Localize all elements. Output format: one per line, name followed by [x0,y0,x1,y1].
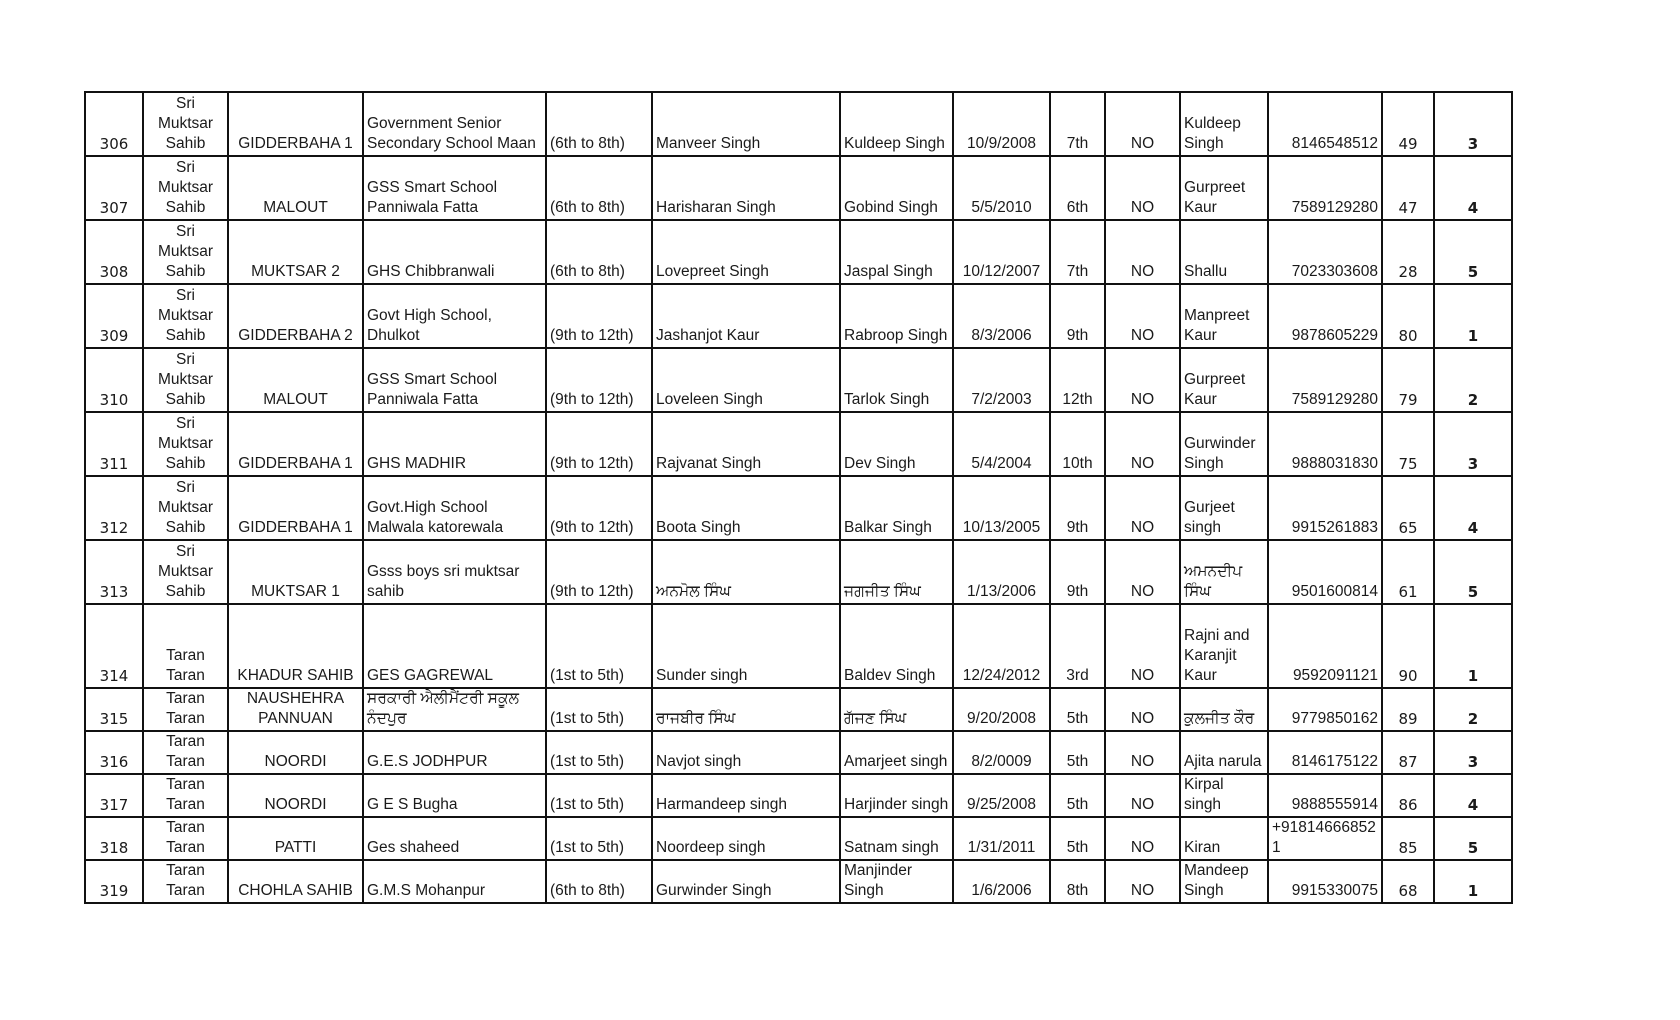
flag-cell: NO [1105,92,1180,156]
class-cell: 12th [1050,348,1105,412]
student-cell: Lovepreet Singh [652,220,840,284]
student-cell: Rajvanat Singh [652,412,840,476]
class-cell: 3rd [1050,604,1105,688]
district-cell: Taran Taran [143,604,228,688]
rank-cell: 1 [1434,860,1512,903]
table-row [85,774,1512,817]
group-cell: (6th to 8th) [546,92,652,156]
school-cell: Government Senior Secondary School Maan [363,92,546,156]
table-row [85,688,1512,731]
rank-cell: 2 [1434,348,1512,412]
block-cell: GIDDERBAHA 1 [228,92,363,156]
flag-cell: NO [1105,156,1180,220]
marks-cell: 89 [1382,688,1434,731]
block-cell: PATTI [228,817,363,860]
flag-cell: NO [1105,476,1180,540]
serial-cell: 317 [85,774,143,817]
school-cell: Ges shaheed [363,817,546,860]
phone-cell: 9888555914 [1268,774,1382,817]
district-cell: Taran Taran [143,860,228,903]
flag-cell: NO [1105,604,1180,688]
father-cell: Amarjeet singh [840,731,953,774]
class-cell: 10th [1050,412,1105,476]
student-cell: ਅਨਮੋਲ ਸਿੰਘ [652,540,840,604]
serial-cell: 309 [85,284,143,348]
rank-cell: 5 [1434,540,1512,604]
marks-cell: 47 [1382,156,1434,220]
school-cell: Govt High School, Dhulkot [363,284,546,348]
serial-cell: 307 [85,156,143,220]
flag-cell: NO [1105,688,1180,731]
mother-cell: Gurpreet Kaur [1180,348,1268,412]
marks-cell: 87 [1382,731,1434,774]
marks-cell: 28 [1382,220,1434,284]
dob-cell: 9/20/2008 [953,688,1050,731]
dob-cell: 8/3/2006 [953,284,1050,348]
marks-cell: 79 [1382,348,1434,412]
marks-cell: 68 [1382,860,1434,903]
dob-cell: 10/13/2005 [953,476,1050,540]
phone-cell: 9501600814 [1268,540,1382,604]
school-cell: G E S Bugha [363,774,546,817]
dob-cell: 10/12/2007 [953,220,1050,284]
father-cell: Harjinder singh [840,774,953,817]
serial-cell: 314 [85,604,143,688]
mother-cell: Ajita narula [1180,731,1268,774]
block-cell: MALOUT [228,156,363,220]
group-cell: (1st to 5th) [546,731,652,774]
table-row [85,476,1512,540]
rank-cell: 5 [1434,220,1512,284]
mother-cell: Kirpal singh [1180,774,1268,817]
father-cell: Baldev Singh [840,604,953,688]
phone-cell: 9915330075 [1268,860,1382,903]
district-cell: Taran Taran [143,688,228,731]
school-cell: Govt.High School Malwala katorewala [363,476,546,540]
flag-cell: NO [1105,284,1180,348]
student-cell: Gurwinder Singh [652,860,840,903]
mother-cell: Shallu [1180,220,1268,284]
mother-cell: Mandeep Singh [1180,860,1268,903]
block-cell: NOORDI [228,774,363,817]
father-cell: Balkar Singh [840,476,953,540]
group-cell: (9th to 12th) [546,412,652,476]
mother-cell: Gurwinder Singh [1180,412,1268,476]
mother-cell: Kiran [1180,817,1268,860]
block-cell: CHOHLA SAHIB [228,860,363,903]
rank-cell: 3 [1434,92,1512,156]
group-cell: (1st to 5th) [546,774,652,817]
phone-cell: 9779850162 [1268,688,1382,731]
class-cell: 6th [1050,156,1105,220]
father-cell: Tarlok Singh [840,348,953,412]
father-cell: Jaspal Singh [840,220,953,284]
rank-cell: 1 [1434,284,1512,348]
serial-cell: 312 [85,476,143,540]
flag-cell: NO [1105,860,1180,903]
marks-cell: 49 [1382,92,1434,156]
table-row [85,220,1512,284]
student-cell: ਰਾਜਬੀਰ ਸਿੰਘ [652,688,840,731]
group-cell: (9th to 12th) [546,348,652,412]
district-cell: Sri Muktsar Sahib [143,284,228,348]
school-cell: G.E.S JODHPUR [363,731,546,774]
district-cell: Taran Taran [143,774,228,817]
table-row [85,348,1512,412]
group-cell: (6th to 8th) [546,860,652,903]
class-cell: 7th [1050,92,1105,156]
class-cell: 5th [1050,731,1105,774]
mother-cell: ਅਮਨਦੀਪ ਸਿੰਘ [1180,540,1268,604]
dob-cell: 10/9/2008 [953,92,1050,156]
class-cell: 9th [1050,476,1105,540]
serial-cell: 311 [85,412,143,476]
class-cell: 7th [1050,220,1105,284]
dob-cell: 7/2/2003 [953,348,1050,412]
marks-cell: 86 [1382,774,1434,817]
school-cell: GES GAGREWAL [363,604,546,688]
marks-cell: 90 [1382,604,1434,688]
block-cell: GIDDERBAHA 2 [228,284,363,348]
block-cell: MALOUT [228,348,363,412]
group-cell: (9th to 12th) [546,284,652,348]
class-cell: 5th [1050,817,1105,860]
student-cell: Sunder singh [652,604,840,688]
school-cell: GSS Smart School Panniwala Fatta [363,348,546,412]
district-cell: Taran Taran [143,817,228,860]
phone-cell: 8146175122 [1268,731,1382,774]
phone-cell: 9878605229 [1268,284,1382,348]
student-cell: Jashanjot Kaur [652,284,840,348]
dob-cell: 5/4/2004 [953,412,1050,476]
results-table [84,91,1513,904]
mother-cell: Rajni and Karanjit Kaur [1180,604,1268,688]
student-cell: Boota Singh [652,476,840,540]
father-cell: Rabroop Singh [840,284,953,348]
dob-cell: 5/5/2010 [953,156,1050,220]
rank-cell: 3 [1434,731,1512,774]
phone-cell: 9592091121 [1268,604,1382,688]
group-cell: (1st to 5th) [546,688,652,731]
serial-cell: 306 [85,92,143,156]
phone-cell: 9915261883 [1268,476,1382,540]
father-cell: ਜਗਜੀਤ ਸਿੰਘ [840,540,953,604]
phone-cell: 8146548512 [1268,92,1382,156]
serial-cell: 308 [85,220,143,284]
dob-cell: 12/24/2012 [953,604,1050,688]
dob-cell: 1/31/2011 [953,817,1050,860]
block-cell: NOORDI [228,731,363,774]
group-cell: (6th to 8th) [546,156,652,220]
student-cell: Manveer Singh [652,92,840,156]
group-cell: (6th to 8th) [546,220,652,284]
table-row [85,860,1512,903]
student-cell: Loveleen Singh [652,348,840,412]
block-cell: GIDDERBAHA 1 [228,412,363,476]
rank-cell: 2 [1434,688,1512,731]
flag-cell: NO [1105,220,1180,284]
phone-cell: 9888031830 [1268,412,1382,476]
block-cell: GIDDERBAHA 1 [228,476,363,540]
block-cell: KHADUR SAHIB [228,604,363,688]
serial-cell: 310 [85,348,143,412]
mother-cell: Manpreet Kaur [1180,284,1268,348]
table-row [85,156,1512,220]
district-cell: Sri Muktsar Sahib [143,540,228,604]
marks-cell: 61 [1382,540,1434,604]
marks-cell: 75 [1382,412,1434,476]
flag-cell: NO [1105,412,1180,476]
rank-cell: 4 [1434,476,1512,540]
dob-cell: 1/13/2006 [953,540,1050,604]
father-cell: Dev Singh [840,412,953,476]
mother-cell: Gurjeet singh [1180,476,1268,540]
student-cell: Noordeep singh [652,817,840,860]
mother-cell: Gurpreet Kaur [1180,156,1268,220]
block-cell: NAUSHEHRA PANNUAN [228,688,363,731]
class-cell: 9th [1050,284,1105,348]
district-cell: Sri Muktsar Sahib [143,348,228,412]
school-cell: GHS MADHIR [363,412,546,476]
rank-cell: 4 [1434,156,1512,220]
rank-cell: 3 [1434,412,1512,476]
rank-cell: 5 [1434,817,1512,860]
group-cell: (1st to 5th) [546,817,652,860]
school-cell: ਸਰਕਾਰੀ ਐਲੀਮੈਂਟਰੀ ਸਕੂਲ ਨੰਦਪੁਰ [363,688,546,731]
phone-cell: 7589129280 [1268,348,1382,412]
school-cell: Gsss boys sri muktsar sahib [363,540,546,604]
serial-cell: 315 [85,688,143,731]
block-cell: MUKTSAR 1 [228,540,363,604]
flag-cell: NO [1105,774,1180,817]
mother-cell: ਕੁਲਜੀਤ ਕੌਰ [1180,688,1268,731]
father-cell: ਗੱਜਣ ਸਿੰਘ [840,688,953,731]
father-cell: Gobind Singh [840,156,953,220]
serial-cell: 318 [85,817,143,860]
table-row [85,284,1512,348]
table-row [85,92,1512,156]
district-cell: Sri Muktsar Sahib [143,412,228,476]
class-cell: 5th [1050,688,1105,731]
table-body [85,92,1512,903]
block-cell: MUKTSAR 2 [228,220,363,284]
table-row [85,540,1512,604]
school-cell: GSS Smart School Panniwala Fatta [363,156,546,220]
marks-cell: 85 [1382,817,1434,860]
flag-cell: NO [1105,731,1180,774]
father-cell: Satnam singh [840,817,953,860]
dob-cell: 8/2/0009 [953,731,1050,774]
group-cell: (9th to 12th) [546,540,652,604]
dob-cell: 1/6/2006 [953,860,1050,903]
father-cell: Manjinder Singh [840,860,953,903]
district-cell: Sri Muktsar Sahib [143,92,228,156]
phone-cell: +918146668521 [1268,817,1382,860]
rank-cell: 4 [1434,774,1512,817]
school-cell: G.M.S Mohanpur [363,860,546,903]
district-cell: Sri Muktsar Sahib [143,156,228,220]
serial-cell: 316 [85,731,143,774]
serial-cell: 313 [85,540,143,604]
district-cell: Taran Taran [143,731,228,774]
father-cell: Kuldeep Singh [840,92,953,156]
mother-cell: Kuldeep Singh [1180,92,1268,156]
student-cell: Navjot singh [652,731,840,774]
student-cell: Harisharan Singh [652,156,840,220]
table-row [85,817,1512,860]
student-cell: Harmandeep singh [652,774,840,817]
group-cell: (9th to 12th) [546,476,652,540]
serial-cell: 319 [85,860,143,903]
class-cell: 8th [1050,860,1105,903]
district-cell: Sri Muktsar Sahib [143,220,228,284]
group-cell: (1st to 5th) [546,604,652,688]
class-cell: 9th [1050,540,1105,604]
spreadsheet-page [84,91,1513,904]
marks-cell: 65 [1382,476,1434,540]
marks-cell: 80 [1382,284,1434,348]
phone-cell: 7589129280 [1268,156,1382,220]
district-cell: Sri Muktsar Sahib [143,476,228,540]
flag-cell: NO [1105,540,1180,604]
school-cell: GHS Chibbranwali [363,220,546,284]
table-row [85,731,1512,774]
class-cell: 5th [1050,774,1105,817]
table-row [85,412,1512,476]
dob-cell: 9/25/2008 [953,774,1050,817]
rank-cell: 1 [1434,604,1512,688]
phone-cell: 7023303608 [1268,220,1382,284]
table-row [85,604,1512,688]
flag-cell: NO [1105,817,1180,860]
flag-cell: NO [1105,348,1180,412]
